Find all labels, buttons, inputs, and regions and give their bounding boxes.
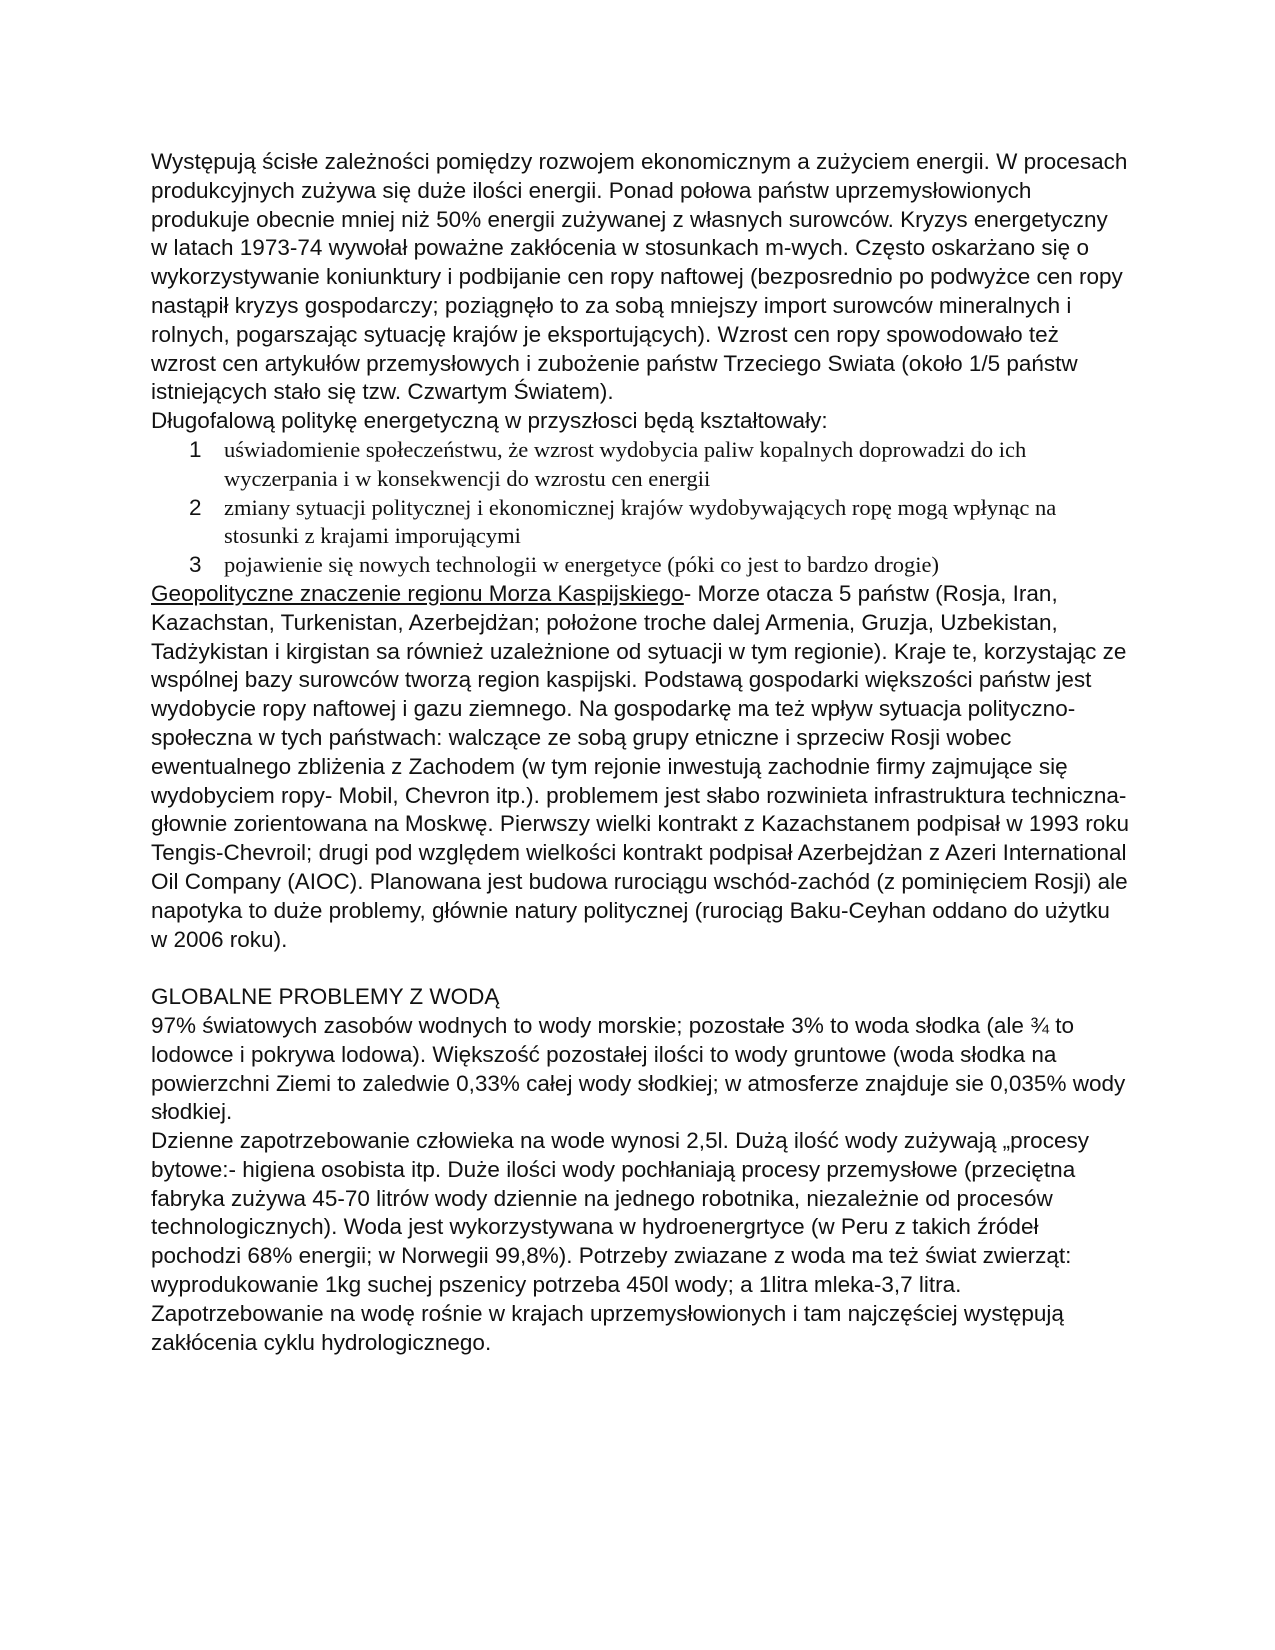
caspian-heading: Geopolityczne znaczenie regionu Morza Kaspijskiego — [151, 580, 684, 606]
water-heading: GLOBALNE PROBLEMY Z WODĄ — [151, 984, 500, 1010]
paragraph-spacer — [151, 954, 1129, 983]
list-item-number: 1 — [189, 436, 202, 462]
paragraph-water-3: Zapotrzebowanie na wodę rośnie w krajach uprzemysłowionych i tam najczęściej występują zakłócenia cyklu hydrologicznego. — [151, 1300, 1064, 1355]
list-item — [151, 436, 1129, 494]
document-body — [151, 148, 1129, 1357]
list-item — [151, 551, 1129, 580]
list-item-number: 2 — [189, 494, 202, 520]
paragraph-water-1: 97% światowych zasobów wodnych to wody morskie; pozostałe 3% to woda słodka (ale ¾ to lodowce i pokrywa lodowa). Większość pozostałej ilości to wody gruntowe (woda słodka na powierzchni Ziemi to zaledwie 0,33% całej wody słodkiej; w atmosferze znajduje sie 0,035% wody słodkiej. — [151, 1012, 1126, 1125]
paragraph-water-2: Dzienne zapotrzebowanie człowieka na wode wynosi 2,5l. Dużą ilość wody zużywają „procesy bytowe:- higiena osobista itp. Duże ilości wody pochłaniają procesy przemysłowe (przeciętna fabryka zużywa 45-70 litrów wody dziennie na jednego robotnika, niezależnie od procesów technologicznych). Woda jest wykorzystywana w hydroenergrtyce (w Peru z takich źródeł pochodzi 68% energii; w Norwegii 99,8%). Potrzeby zwiazane z woda ma też świat zwierząt: wyprodukowanie 1kg suchej pszenicy potrzeba 450l wody; a 1litra mleka-3,7 litra. — [151, 1128, 1089, 1298]
paragraph-energy: Występują ścisłe zależności pomiędzy rozwojem ekonomicznym a zużyciem energii. W procesach produkcyjnych zużywa się duże ilości energii. Ponad połowa państw uprzemysłowionych produkuje obecnie mniej niż 50% energii zużywanej z własnych surowców. Kryzys energetyczny w latach 1973-74 wywołał poważne zakłócenia w stosunkach m-wych. Często oskarżano się o wykorzystywanie koniunktury i podbijanie cen ropy naftowej (bezposrednio po podwyżce cen ropy nastąpił kryzys gospodarczy; poziągnęło to za sobą mniejszy import surowców mineralnych i rolnych, pogarszając sytuację krajów je eksportujących). Wzrost cen ropy spowodowało też wzrost cen artykułów przemysłowych i zubożenie państw Trzeciego Swiata (około 1/5 państw istniejących stało się tzw. Czwartym Światem). — [151, 149, 1128, 405]
list-item-text: uświadomienie społeczeństwu, że wzrost wydobycia paliw kopalnych doprowadzi do ich wyczerpania i w konsekwencji do wzrostu cen energii — [224, 436, 1027, 491]
list-item-text: zmiany sytuacji politycznej i ekonomicznej krajów wydobywających ropę mogą wpłynąc na stosunki z krajami imporującymi — [224, 494, 1057, 549]
policy-intro: Długofalową politykę energetyczną w przyszłosci będą kształtowały: — [151, 408, 828, 434]
list-item-number: 3 — [189, 552, 202, 578]
policy-list — [151, 436, 1129, 580]
paragraph-caspian — [151, 580, 1129, 954]
list-item — [151, 494, 1129, 552]
caspian-text: - Morze otacza 5 państw (Rosja, Iran, Kazachstan, Turkenistan, Azerbejdżan; położone troche dalej Armenia, Gruzja, Uzbekistan, Tadżykistan i kirgistan sa również uzależnione od sytuacji w tym regionie). Kraje te, korzystając ze wspólnej bazy surowców tworzą region kaspijski. Podstawą gospodarki większości państw jest wydobycie ropy naftowej i gazu ziemnego. Na gospodarkę ma też wpływ sytuacja polityczno-społeczna w tych państwach: walczące ze sobą grupy etniczne i sprzeciw Rosji wobec ewentualnego zbliżenia z Zachodem (w tym rejonie inwestują zachodnie firmy zajmujące się wydobyciem ropy- Mobil, Chevron itp.). problemem jest słabo rozwinieta infrastruktura techniczna- głownie zorientowana na Moskwę. Pierwszy wielki kontrakt z Kazachstanem podpisał w 1993 roku Tengis-Chevroil; drugi pod względem wielkości kontrakt podpisał Azerbejdżan z Azeri International Oil Company (AIOC). Planowana jest budowa rurociągu wschód-zachód (z pominięciem Rosji) ale napotyka to duże problemy, głównie natury politycznej (rurociąg Baku-Ceyhan oddano do użytku w 2006 roku). — [151, 580, 1129, 952]
list-item-text: pojawienie się nowych technologii w energetyce (póki co jest to bardzo drogie) — [224, 552, 939, 578]
